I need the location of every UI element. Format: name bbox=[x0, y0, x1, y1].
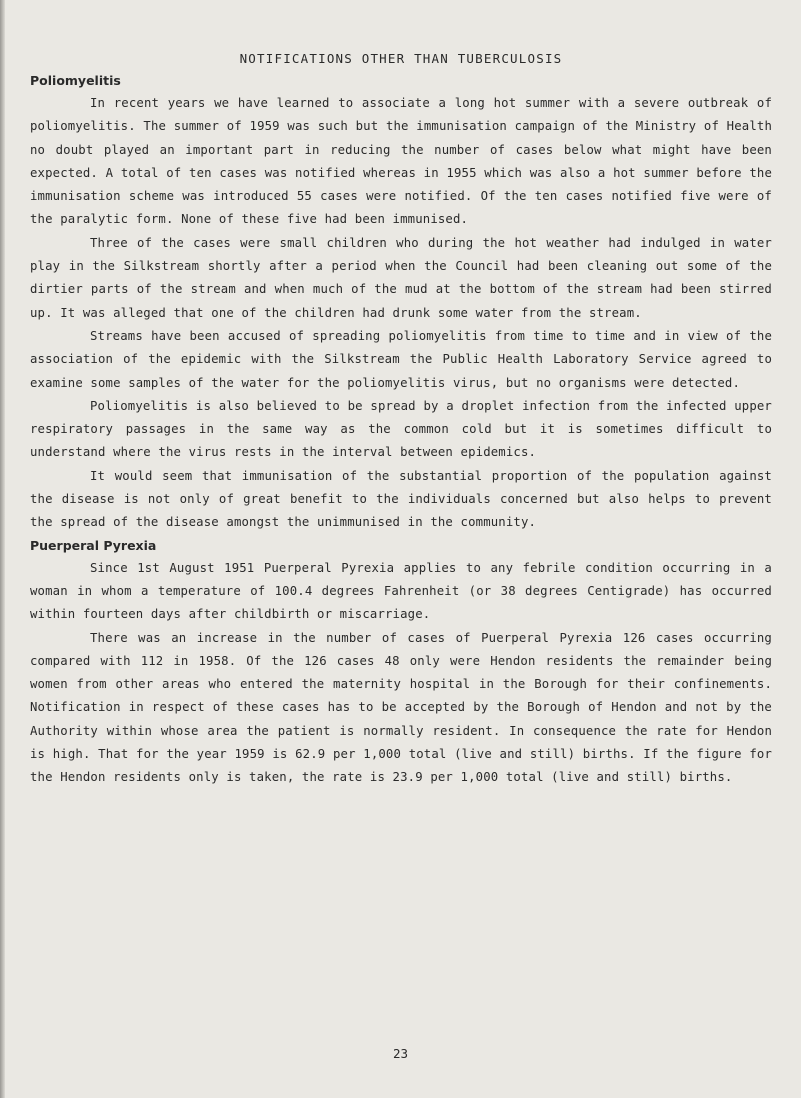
paragraph: Poliomyelitis is also believed to be spread by a droplet infection from the infected upper respiratory passages in the same way as the common cold but it is sometimes difficult to understand where the virus rests in the interval between epidemics. bbox=[30, 398, 772, 460]
section-heading-poliomyelitis: Poliomyelitis bbox=[30, 73, 121, 88]
page-title: NOTIFICATIONS OTHER THAN TUBERCULOSIS bbox=[239, 51, 563, 66]
paragraph: There was an increase in the number of cases of Puerperal Pyrexia 126 cases occurring compared with 112 in 1958. Of the 126 cases 48 only were Hendon residents the remainder being women from other areas who entered the maternity hospital in the Borough for their confinements. Notification in respect of these cases has to be accepted by the Borough of Hendon and not by the Authority within whose area the patient is normally resident. In consequence the rate for Hendon is high. That for the year 1959 is 62.9 per 1,000 total (live and still) births. If the figure for the Hendon residents only is taken, the rate is 23.9 per 1,000 total (live and still) births. bbox=[30, 630, 772, 785]
paragraph: It would seem that immunisation of the substantial proportion of the population against the disease is not only of great benefit to the individuals concerned but also helps to prevent the spread of the disease amongst the unimmunised in the community. bbox=[30, 468, 772, 530]
paragraph: Three of the cases were small children who during the hot weather had indulged in water play in the Silkstream shortly after a period when the Council had been cleaning out some of the dirtier parts of the stream and when much of the mud at the bottom of the stream had been stirred up. It was alleged that one of the children had drunk some water from the stream. bbox=[30, 235, 772, 320]
document-body bbox=[30, 48, 772, 790]
paragraph: Streams have been accused of spreading poliomyelitis from time to time and in view of the association of the epidemic with the Silkstream the Public Health Laboratory Service agreed to examine some samples of the water for the poliomyelitis virus, but no organisms were detected. bbox=[30, 328, 772, 390]
paragraph: Since 1st August 1951 Puerperal Pyrexia applies to any febrile condition occurring in a woman in whom a temperature of 100.4 degrees Fahrenheit (or 38 degrees Centigrade) has occurred within fourteen days after childbirth or miscarriage. bbox=[30, 560, 772, 622]
page-number: 23 bbox=[392, 1046, 409, 1061]
page-edge-shadow bbox=[0, 0, 5, 1098]
section-heading-puerperal-pyrexia: Puerperal Pyrexia bbox=[30, 537, 157, 553]
paragraph: In recent years we have learned to associate a long hot summer with a severe outbreak of poliomyelitis. The summer of 1959 was such but the immunisation campaign of the Ministry of Health no doubt played an important part in reducing the number of cases below what might have been expected. A total of ten cases was notified whereas in 1955 which was also a hot summer before the immunisation scheme was introduced 55 cases were notified. Of the ten cases notified five were of the paralytic form. None of these five had been immunised. bbox=[30, 96, 772, 227]
